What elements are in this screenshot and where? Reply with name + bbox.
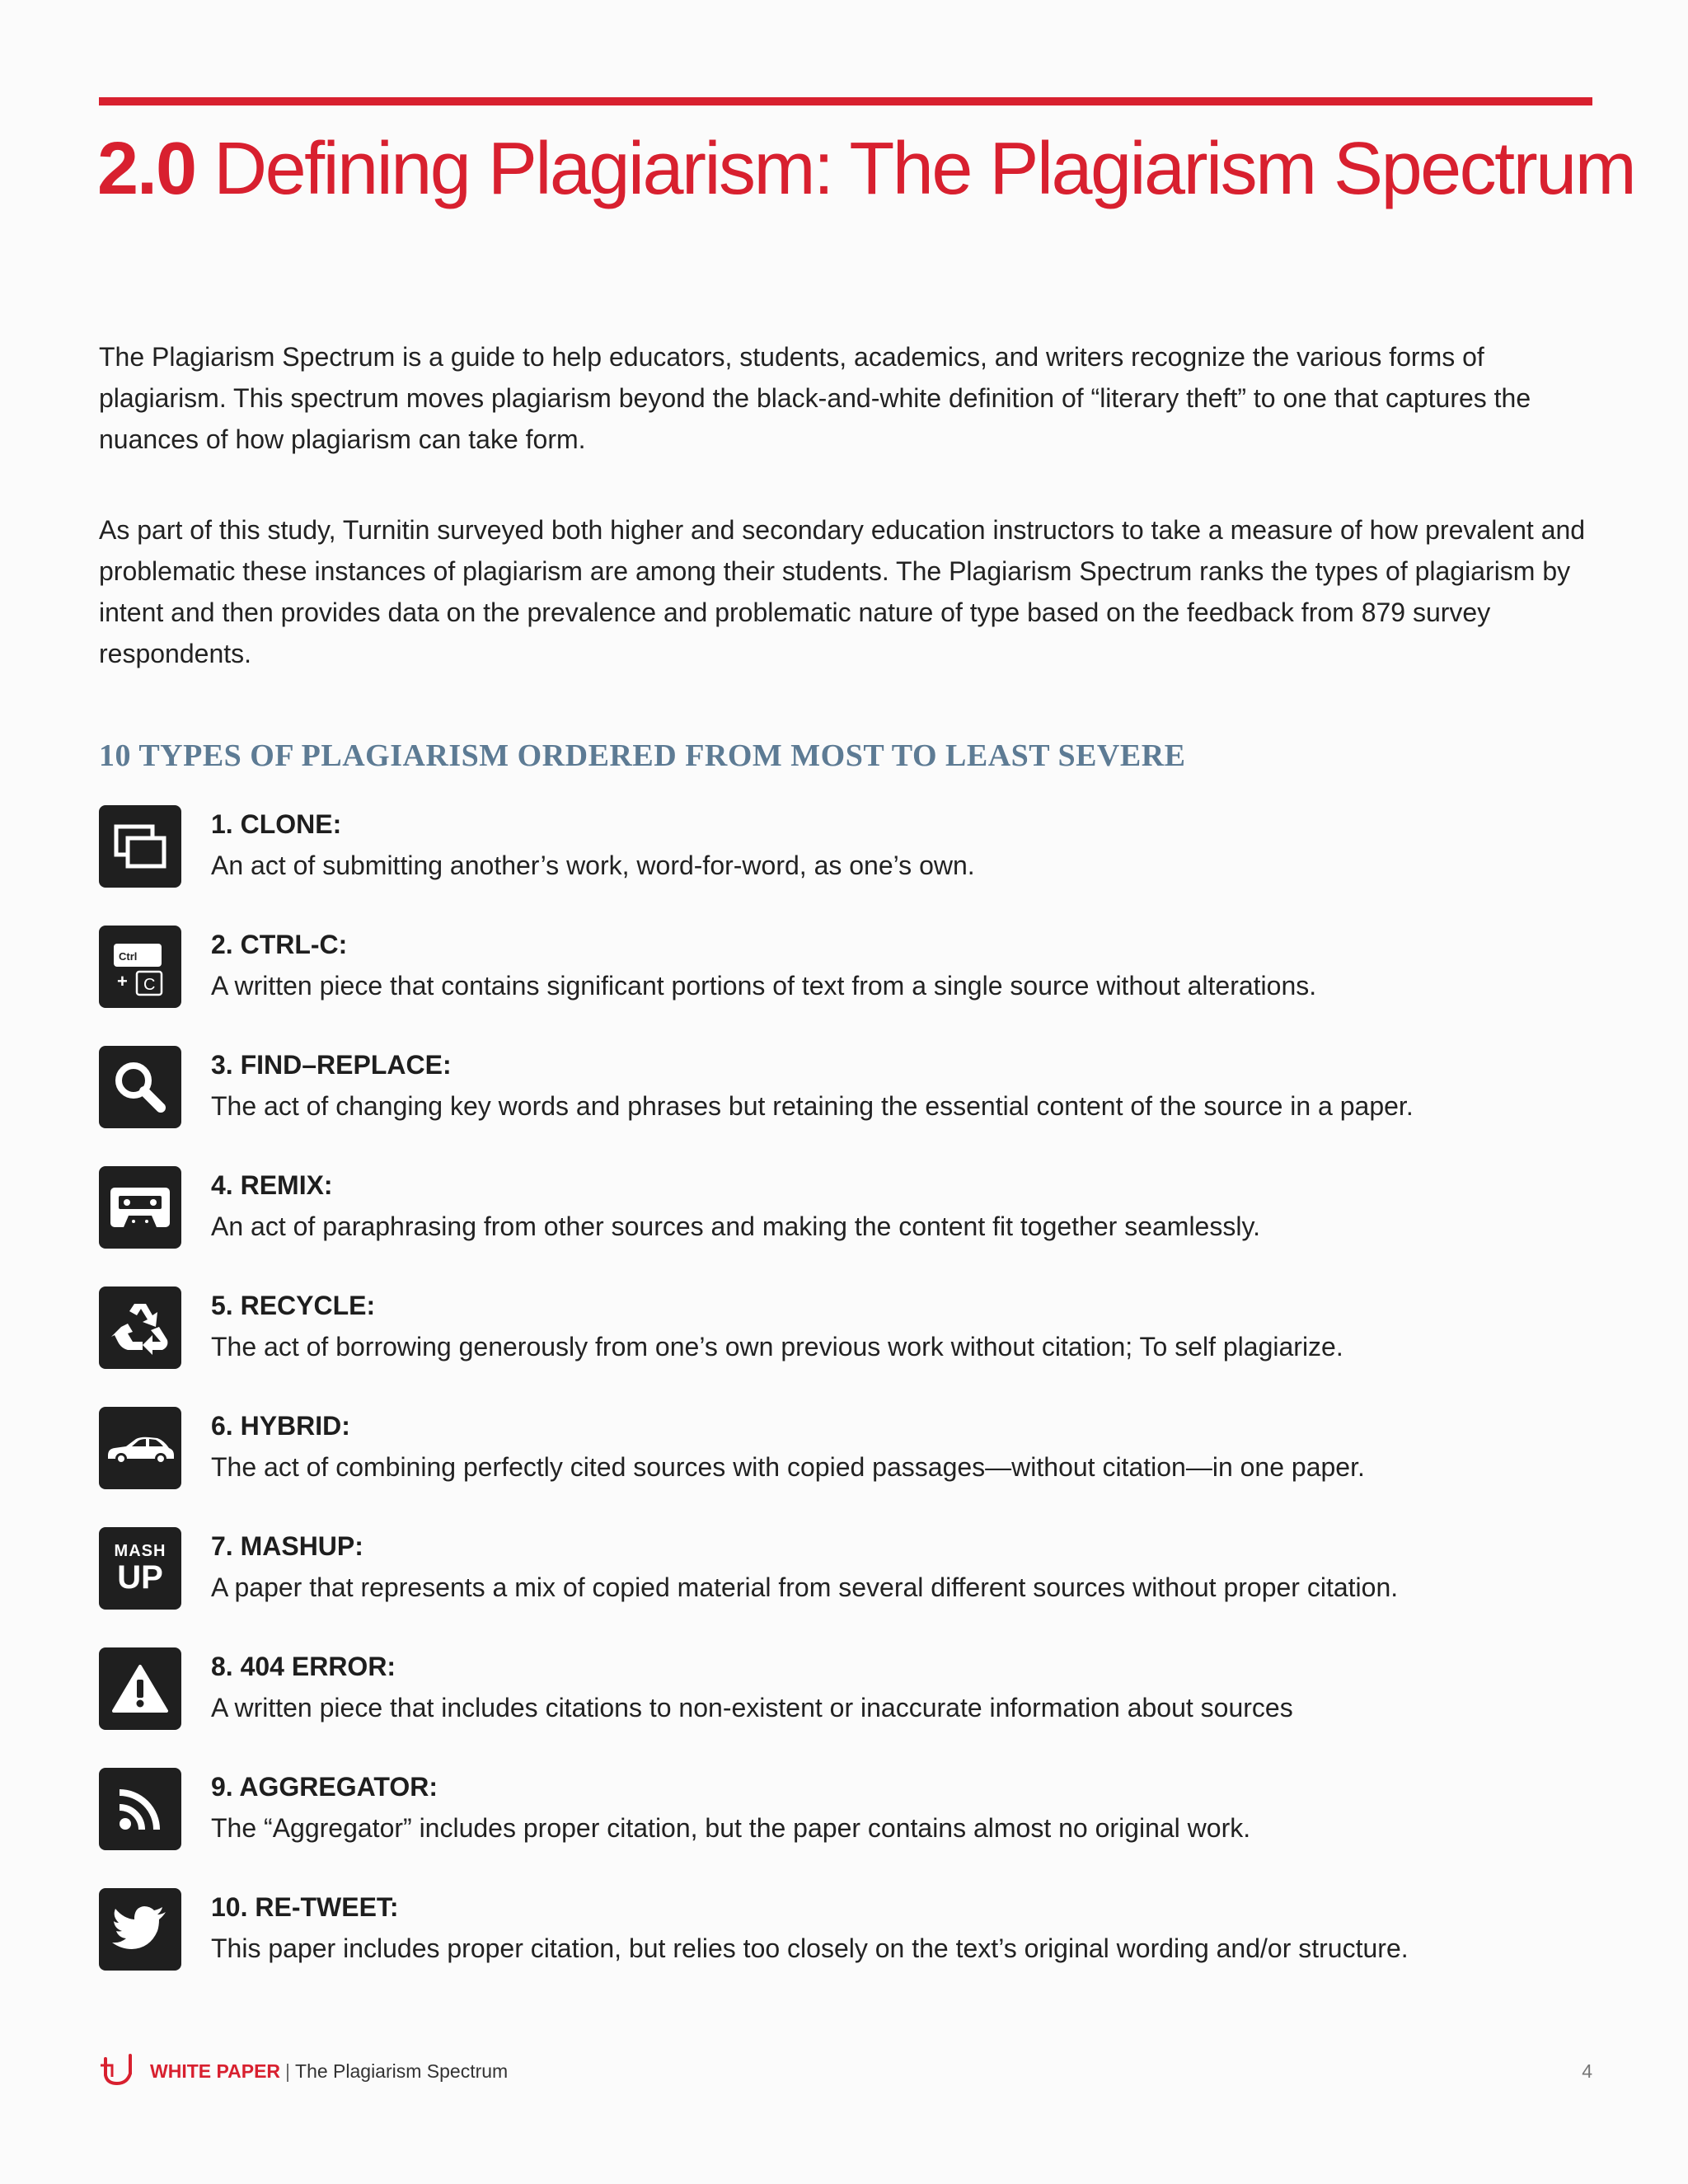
- type-description: The “Aggregator” includes proper citation, but the paper contains almost no original work.: [211, 1813, 1251, 1843]
- type-name: 10. RE-TWEET:: [211, 1892, 399, 1922]
- type-name: 9. AGGREGATOR:: [211, 1772, 438, 1802]
- type-name: 1. CLONE:: [211, 809, 342, 839]
- type-description: An act of paraphrasing from other sources and making the content fit together seamlessly.: [211, 1212, 1260, 1241]
- plus-label: +: [117, 971, 128, 991]
- clone-icon: [99, 805, 181, 888]
- ctrl-key-label: Ctrl: [119, 950, 138, 963]
- list-item-clone: [99, 805, 1599, 926]
- footer-text: [150, 2059, 508, 2083]
- type-description: The act of combining perfectly cited sources with copied passages—without citation—in one paper.: [211, 1452, 1365, 1482]
- type-name: 7. MASHUP:: [211, 1531, 363, 1561]
- intro-paragraph-2: As part of this study, Turnitin surveyed both higher and secondary education instructors to take a measure of how prevalent and problematic these instances of plagiarism are among their students. The Plagiarism Spectrum ranks the types of plagiarism by intent and then provides data on the prevalence and problematic nature of type based on the feedback from 879 survey respondents.: [99, 515, 1586, 668]
- list-item-hybrid: [99, 1407, 1599, 1527]
- footer: [99, 2050, 1592, 2092]
- type-name: 5. RECYCLE:: [211, 1291, 376, 1320]
- title-text: Defining Plagiarism: The Plagiarism Spectrum: [213, 128, 1635, 210]
- car-icon: [99, 1407, 181, 1489]
- top-rule: [99, 97, 1592, 105]
- footer-label: WHITE PAPER: [150, 2060, 281, 2082]
- list-item-re-tweet: [99, 1888, 1599, 2008]
- type-name: 6. HYBRID:: [211, 1411, 350, 1441]
- type-description: A written piece that contains significant portions of text from a single source without alterations.: [211, 971, 1317, 1001]
- type-description: A paper that represents a mix of copied material from several different sources without proper citation.: [211, 1572, 1399, 1602]
- type-description: An act of submitting another’s work, word-for-word, as one’s own.: [211, 851, 975, 880]
- ctrl-c-icon: [99, 926, 181, 1008]
- plagiarism-types-list: [99, 805, 1599, 2008]
- section-number: 2.0: [97, 128, 196, 210]
- type-description: The act of changing key words and phrases but retaining the essential content of the source in a paper.: [211, 1091, 1414, 1121]
- type-name: 8. 404 ERROR:: [211, 1652, 396, 1681]
- turnitin-logo-icon: [99, 2050, 137, 2088]
- type-description: The act of borrowing generously from one’s own previous work without citation; To self plagiarize.: [211, 1332, 1343, 1361]
- intro-paragraph-1: The Plagiarism Spectrum is a guide to help educators, students, academics, and writers recognize the various forms of plagiarism. This spectrum moves plagiarism beyond the black-and-white definition of “literary theft” to one that captures the nuances of how plagiarism can take form.: [99, 342, 1531, 454]
- type-name: 3. FIND–REPLACE:: [211, 1050, 452, 1080]
- c-key-label: C: [143, 976, 156, 994]
- footer-separator: |: [285, 2060, 291, 2082]
- list-item-recycle: [99, 1286, 1599, 1407]
- up-label: UP: [117, 1559, 163, 1596]
- list-item-aggregator: [99, 1768, 1599, 1888]
- list-item-find-replace: [99, 1046, 1599, 1166]
- bird-icon: [99, 1888, 181, 1971]
- page-number: 4: [1582, 2060, 1592, 2082]
- magnifier-icon: [99, 1046, 181, 1128]
- recycle-icon: [99, 1286, 181, 1369]
- type-description: A written piece that includes citations to non-existent or inaccurate information about sources: [211, 1693, 1293, 1722]
- warning-icon: [99, 1647, 181, 1730]
- list-item-remix: [99, 1166, 1599, 1286]
- mashup-icon: [99, 1527, 181, 1610]
- cassette-icon: [99, 1166, 181, 1249]
- type-name: 2. CTRL-C:: [211, 930, 348, 959]
- section-heading: 10 TYPES OF PLAGIARISM ORDERED FROM MOST TO LEAST SEVERE: [99, 738, 1186, 773]
- page-title: [97, 124, 1634, 214]
- type-description: This paper includes proper citation, but relies too closely on the text’s original wording and/or structure.: [211, 1933, 1409, 1963]
- list-item-ctrl-c: [99, 926, 1599, 1046]
- type-name: 4. REMIX:: [211, 1170, 333, 1200]
- mash-label: MASH: [114, 1542, 166, 1560]
- list-item-mashup: [99, 1527, 1599, 1647]
- footer-title: The Plagiarism Spectrum: [295, 2060, 509, 2082]
- rss-icon: [99, 1768, 181, 1850]
- list-item-404-error: [99, 1647, 1599, 1768]
